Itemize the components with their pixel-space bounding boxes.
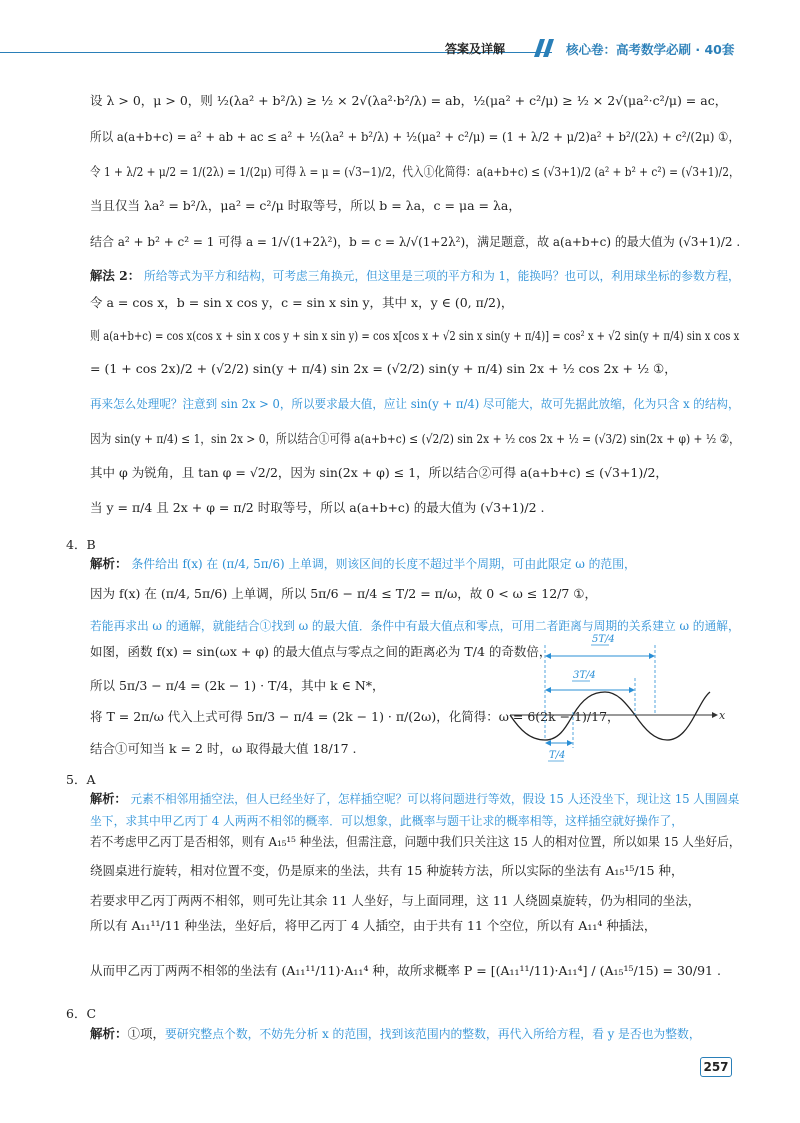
teacher-note: 坐下，求其中甲乙丙丁 4 人两两不相邻的概率．可以想象，此概率与题干让求的概率相等，这样插空就好操作了， bbox=[90, 814, 684, 828]
text-line: 令 1 + λ/2 + μ/2 = 1/(2λ) = 1/(2μ) 可得 λ = μ = (√3−1)/2，代入①化简得：a(a+b+c) ≤ (√3+1)/2 (a² + b² + c²) = (√3+1)/2， bbox=[90, 164, 740, 179]
label-t4: T/4 bbox=[549, 750, 566, 761]
sine-curve bbox=[510, 692, 710, 740]
x-axis-label: x bbox=[719, 709, 726, 722]
sine-wave-figure bbox=[505, 630, 730, 765]
text-line: 从而甲乙丙丁两两不相邻的坐法有 (A₁₁¹¹/11)·A₁₁⁴ 种，故所求概率 P = [(A₁₁¹¹/11)·A₁₁⁴] / (A₁₅¹⁵/15) = 30/91 . bbox=[90, 963, 721, 978]
teacher-note: 要研究整点个数，不妨先分析 x 的范围，找到该范围内的整数，再代入所给方程，看 y 是否也为整数， bbox=[165, 1027, 701, 1041]
answer-number: 4．B bbox=[66, 537, 96, 552]
header-slash-icon bbox=[534, 39, 564, 57]
text-line: 绕圆桌进行旋转，相对位置不变，仍是原来的坐法，共有 15 种旋转方法，所以实际的坐法有 A₁₅¹⁵/15 种， bbox=[90, 863, 684, 878]
label-5t4: 5T/4 bbox=[592, 634, 615, 645]
answer-number: 6．C bbox=[66, 1006, 97, 1021]
text-line: 将 T = 2π/ω 代入上式可得 5π/3 − π/4 = (2k − 1) · π/(2ω)，化简得：ω = 6(2k − 1)/17， bbox=[90, 709, 620, 724]
label-3t4: 3T/4 bbox=[573, 670, 596, 681]
text-line: 其中 φ 为锐角，且 tan φ = √2/2，因为 sin(2x + φ) ≤ 1，所以结合②可得 a(a+b+c) ≤ (√3+1)/2， bbox=[90, 465, 668, 480]
text-line: 若不考虑甲乙丙丁是否相邻，则有 A₁₅¹⁵ 种坐法，但需注意，问题中我们只关注这 15 人的相对位置，所以如果 15 人坐好后， bbox=[90, 834, 741, 849]
answer-number: 5．A bbox=[66, 772, 96, 787]
text-line: 若要求甲乙丙丁两两不相邻，则可先让其余 11 人坐好，与上面同理，这 11 人绕圆桌旋转，仍为相同的坐法， bbox=[90, 893, 701, 908]
header-section-title: 答案及详解 bbox=[445, 42, 506, 56]
method-label: 解法 2： bbox=[90, 268, 141, 283]
page-number: 257 bbox=[700, 1057, 732, 1077]
text-line: 因为 f(x) 在 (π/4, 5π/6) 上单调，所以 5π/6 − π/4 ≤ T/2 = π/ω，故 0 < ω ≤ 12/7 ①， bbox=[90, 586, 598, 601]
text-line: 结合①可知当 k = 2 时，ω 取得最大值 18/17 . bbox=[90, 741, 357, 756]
text-line: 设 λ > 0，μ > 0，则 ½(λa² + b²/λ) ≥ ½ × 2√(λa²·b²/λ) = ab，½(μa² + c²/μ) ≥ ½ × 2√(μa²·c²/μ) = ac， bbox=[90, 93, 728, 108]
header-brand: 核心卷：高考数学必刷 · 40套 bbox=[566, 42, 735, 57]
teacher-note: 条件给出 f(x) 在 (π/4, 5π/6) 上单调，则该区间的长度不超过半个周期，可由此限定 ω 的范围， bbox=[131, 557, 636, 571]
text-line: 所以有 A₁₁¹¹/11 种坐法，坐好后，将甲乙丙丁 4 人插空，由于共有 11 个空位，所以有 A₁₁⁴ 种插法， bbox=[90, 918, 657, 933]
teacher-note: 再来怎么处理呢？注意到 sin 2x > 0，所以要求最大值，应让 sin(y + π/4) 尽可能大，故可先据此放缩，化为只含 x 的结构， bbox=[90, 397, 740, 411]
text-line: 所以 5π/3 − π/4 = (2k − 1) · T/4，其中 k ∈ N*， bbox=[90, 678, 385, 693]
teacher-note: 若能再求出 ω 的通解，就能结合①找到 ω 的最大值．条件中有最大值点和零点，可用二者距离与周期的关系建立 ω 的通解， bbox=[90, 619, 740, 633]
text-line: 令 a = cos x，b = sin x cos y，c = sin x sin y，其中 x，y ∈ (0, π/2)， bbox=[90, 295, 514, 310]
analysis-label: 解析： bbox=[90, 1026, 128, 1041]
text-line: 则 a(a+b+c) = cos x(cos x + sin x cos y + sin x sin y) = cos x[cos x + √2 sin x sin(y + π/4)] = cos² x + √2 sin(y + π/4) sin x cos x bbox=[90, 328, 740, 343]
teacher-note: 所给等式为平方和结构，可考虑三角换元，但这里是三项的平方和为 1，能换吗？也可以，利用球坐标的参数方程， bbox=[144, 269, 740, 283]
text-line: 因为 sin(y + π/4) ≤ 1，sin 2x > 0，所以结合①可得 a(a+b+c) ≤ (√2/2) sin 2x + ½ cos 2x + ½ = (√3/2) sin(2x + φ) + ½ ②， bbox=[90, 431, 740, 446]
text-line: = (1 + cos 2x)/2 + (√2/2) sin(y + π/4) sin 2x = (√2/2) sin(y + π/4) sin 2x + ½ cos 2x + ½ ①， bbox=[90, 361, 677, 376]
text-line: 如图，函数 f(x) = sin(ωx + φ) 的最大值点与零点之间的距离必为 T/4 的奇数倍， bbox=[90, 644, 552, 659]
analysis-label: 解析： bbox=[90, 556, 128, 571]
text-line: 当 y = π/4 且 2x + φ = π/2 时取等号，所以 a(a+b+c) 的最大值为 (√3+1)/2 . bbox=[90, 500, 545, 515]
analysis-label: 解析： bbox=[90, 791, 127, 806]
teacher-note: 元素不相邻用插空法，但人已经坐好了，怎样插空呢？可以将问题进行等效，假设 15 人还没坐下，现让这 15 人围圆桌 bbox=[130, 792, 740, 806]
text-line: 结合 a² + b² + c² = 1 可得 a = 1/√(1+2λ²)，b = c = λ/√(1+2λ²)，满足题意，故 a(a+b+c) 的最大值为 (√3+1)/2 . bbox=[90, 234, 741, 249]
text-line: 所以 a(a+b+c) = a² + ab + ac ≤ a² + ½(λa² + b²/λ) + ½(μa² + c²/μ) = (1 + λ/2 + μ/2)a² + b²/(2λ) + c²/(2μ) ①， bbox=[90, 129, 741, 144]
text-line: 当且仅当 λa² = b²/λ，μa² = c²/μ 时取等号，所以 b = λa，c = μa = λa， bbox=[90, 198, 521, 213]
item-marker: ①项， bbox=[127, 1026, 166, 1041]
